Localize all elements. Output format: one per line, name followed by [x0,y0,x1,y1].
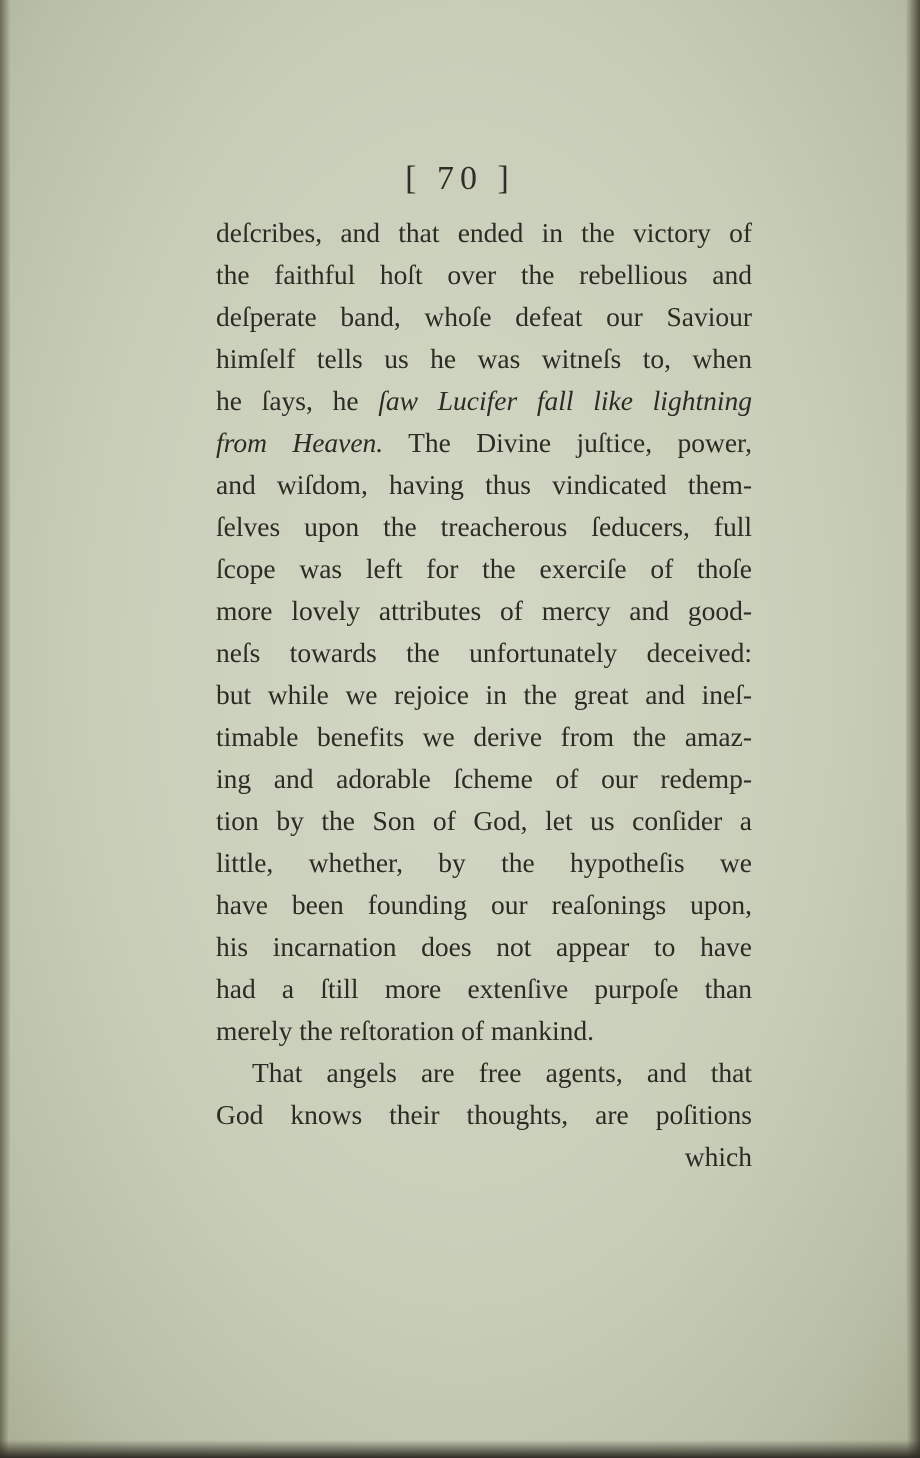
body-text [216,212,752,1178]
text-line: That angels are free agents, and that [252,1057,752,1088]
text-line: God knows their thoughts, are poſitions [216,1099,752,1130]
text-line: deſperate band, whoſe defeat our Saviour [216,301,752,332]
text-line: have been founding our reaſonings upon, [216,889,752,920]
italic-quote: from Heaven. [216,427,384,458]
text-line: merely the reſtoration of mankind. [216,1015,595,1046]
italic-quote: ſaw Lucifer fall like lightning [378,385,752,416]
page-number: [ 70 ] [405,160,515,197]
text-line [216,380,752,422]
text-line: but while we rejoice in the great and ineſ- [216,679,752,710]
text-line [216,422,752,464]
text-line: had a ſtill more extenſive purpoſe than [216,973,752,1004]
text-line: ſcope was left for the exerciſe of thoſe [216,553,752,584]
text-line: the faithful hoſt over the rebellious and [216,259,752,290]
text-line: more lovely attributes of mercy and good- [216,595,752,626]
page-edge-right [906,0,920,1458]
page-edge-left [0,0,10,1458]
text-line: ſelves upon the treacherous ſeducers, full [216,511,752,542]
text-line: tion by the Son of God, let us conſider a [216,805,752,836]
text-line: little, whether, by the hypotheſis we [216,847,752,878]
text-segment: he ſays, he [216,385,379,416]
text-line: his incarnation does not appear to have [216,931,752,962]
text-line: deſcribes, and that ended in the victory of [216,217,752,248]
text-line: ing and adorable ſcheme of our redemp- [216,763,752,794]
text-line: himſelf tells us he was witneſs to, when [216,343,752,374]
text-line: neſs towards the unfortunately deceived: [216,637,752,668]
text-segment: The Divine juſtice, power, [383,427,752,458]
text-line: timable benefits we derive from the amaz- [216,721,752,752]
page-edge-bottom [0,1440,920,1458]
text-line: and wiſdom, having thus vindicated them- [216,469,752,500]
catchword: which [684,1141,752,1172]
